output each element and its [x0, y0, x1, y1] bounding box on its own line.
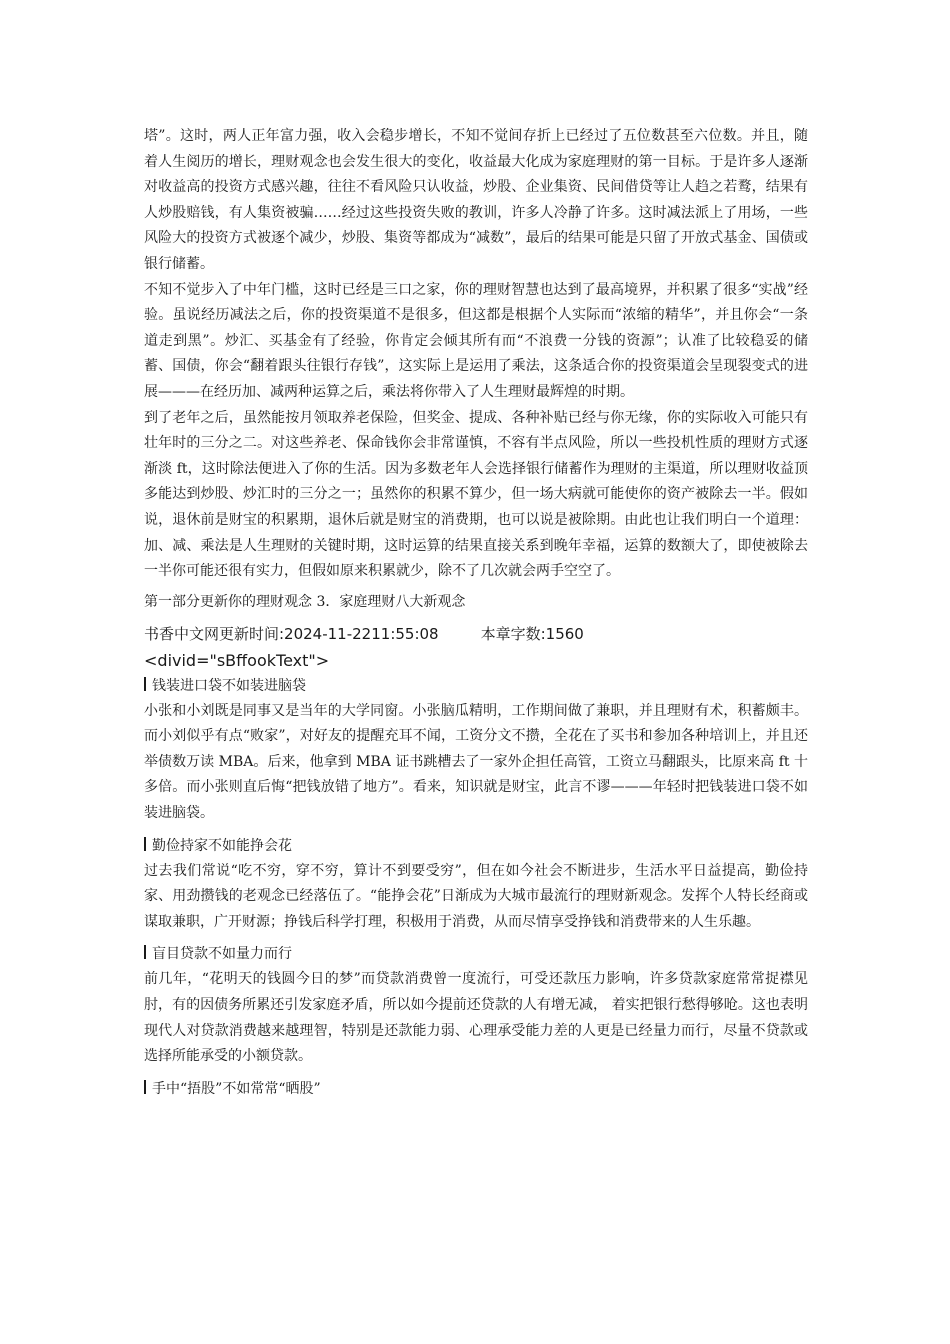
section-text: 前几年，“花明天的钱圆今日的梦”而贷款消费曾一度流行，可受还款压力影响，许多贷款家庭常常捉襟见肘，有的因债务所累还引发家庭矛盾，所以如今提前还贷款的人有增无减， 着实把银行愁得够呛。这也表明现代人对贷款消费越来越理智，特别是还款能力弱、心理承受能力差的人更是已经量力而行，尽量不贷款或选择所能承受的小额贷款。 [144, 971, 808, 1065]
word-count: 本章字数:1560 [480, 624, 584, 643]
section-text: 过去我们常说“吃不穷，穿不穷，算计不到要受穷”，但在如今社会不断进步，生活水平日益提高，勤俭持家、用劲攒钱的老观念已经落伍了。“能挣会花”日渐成为大城市最流行的理财新观念。发挥个人特长经商或谋取兼职，广开财源；挣钱后科学打理，积极用于消费，从而尽情享受挣钱和消费带来的人生乐趣。 [144, 862, 808, 930]
html-code-fragment: <divid="sBffookText"> [144, 650, 330, 670]
chapter-title: 第一部分更新你的理财观念 3．家庭理财八大新观念 [144, 593, 466, 610]
section-heading: 手中“捂股”不如常常“晒股” [144, 1076, 808, 1102]
paragraph-addition-subtraction: 塔”。这时，两人正年富力强，收入会稳步增长，不知不觉间存折上已经过了五位数甚至六位数。并且，随着人生阅历的增长，理财观念也会发生很大的变化，收益最大化成为家庭理财的第一目标。于是许多人逐渐对收益高的投资方式感兴趣，往往不看风险只认收益，炒股、企业集资、民间借贷等让人趋之若鹜，结果有人炒股赔钱，有人集资被骗……经过这些投资失败的教训，许多人冷静了许多。这时减法派上了用场，一些风险大的投资方式被逐个减少，炒股、集资等都成为“减数”，最后的结果可能是只留了开放式基金、国债或银行储蓄。 [144, 128, 808, 272]
chapter-meta [144, 621, 808, 647]
paragraph-division: 到了老年之后，虽然能按月领取养老保险，但奖金、提成、各种补贴已经与你无缘，你的实际收入可能只有壮年时的三分之二。对这些养老、保命钱你会非常谨慎，不容有半点风险，所以一些投机性质的理财方式逐渐淡 ft，这时除法便进入了你的生活。因为多数老年人会选择银行储蓄作为理财的主渠道，所以理财收益顶多能达到炒股、炒汇时的三分之一；虽然你的积累不算少，但一场大病就可能使你的资产被除去一半。假如说，退休前是财宝的积累期，退休后就是财宝的消费期，也可以说是被除期。由此也让我们明白一个道理：加、减、乘法是人生理财的关键时期，这时运算的结果直接关系到晚年幸福，运算的数额大了，即使被除去一半你可能还很有实力，但假如原来积累就少，除不了几次就会两手空空了。 [144, 409, 808, 580]
update-time: 书香中文网更新时间:2024-11-2211:55:08 [144, 624, 439, 643]
bullet-bar-icon [144, 945, 146, 959]
section-heading: 盲目贷款不如量力而行 [144, 941, 808, 967]
section-heading: 勤俭持家不如能挣会花 [144, 833, 808, 859]
section-heading: 钱装进口袋不如装进脑袋 [144, 673, 808, 699]
bullet-bar-icon [144, 837, 146, 851]
paragraph-multiplication: 不知不觉步入了中年门槛，这时已经是三口之家，你的理财智慧也达到了最高境界，并积累了很多“实战”经验。虽说经历减法之后，你的投资渠道不是很多，但这都是根据个人实际而“浓缩的精华”，并且你会“一条道走到黑”。炒汇、买基金有了经验，你肯定会倾其所有而“不浪费一分钱的资源”；认准了比较稳妥的储蓄、国债，你会“翻着跟头往银行存钱”，这实际上是运用了乘法，这条适合你的投资渠道会呈现裂变式的进展———在经历加、减两种运算之后，乘法将你带入了人生理财最辉煌的时期。 [144, 281, 808, 400]
bullet-bar-icon [144, 1080, 146, 1094]
section-text: 小张和小刘既是同事又是当年的大学同窗。小张脑瓜精明，工作期间做了兼职，并且理财有术，积蓄颇丰。而小刘似乎有点“败家”，对好友的提醒充耳不闻，工资分文不攒，全花在了买书和参加各种培训上，并且还举债数万读 MBA。后来，他拿到 MBA 证书跳槽去了一家外企担任高管，工资立马翻跟头，比原来高 ft 十多倍。而小张则直后悔“把钱放错了地方”。看来，知识就是财宝，此言不谬———年轻时把钱装进口袋不如装进脑袋。 [144, 702, 808, 822]
bullet-bar-icon [144, 677, 146, 691]
document-body [144, 124, 808, 1102]
